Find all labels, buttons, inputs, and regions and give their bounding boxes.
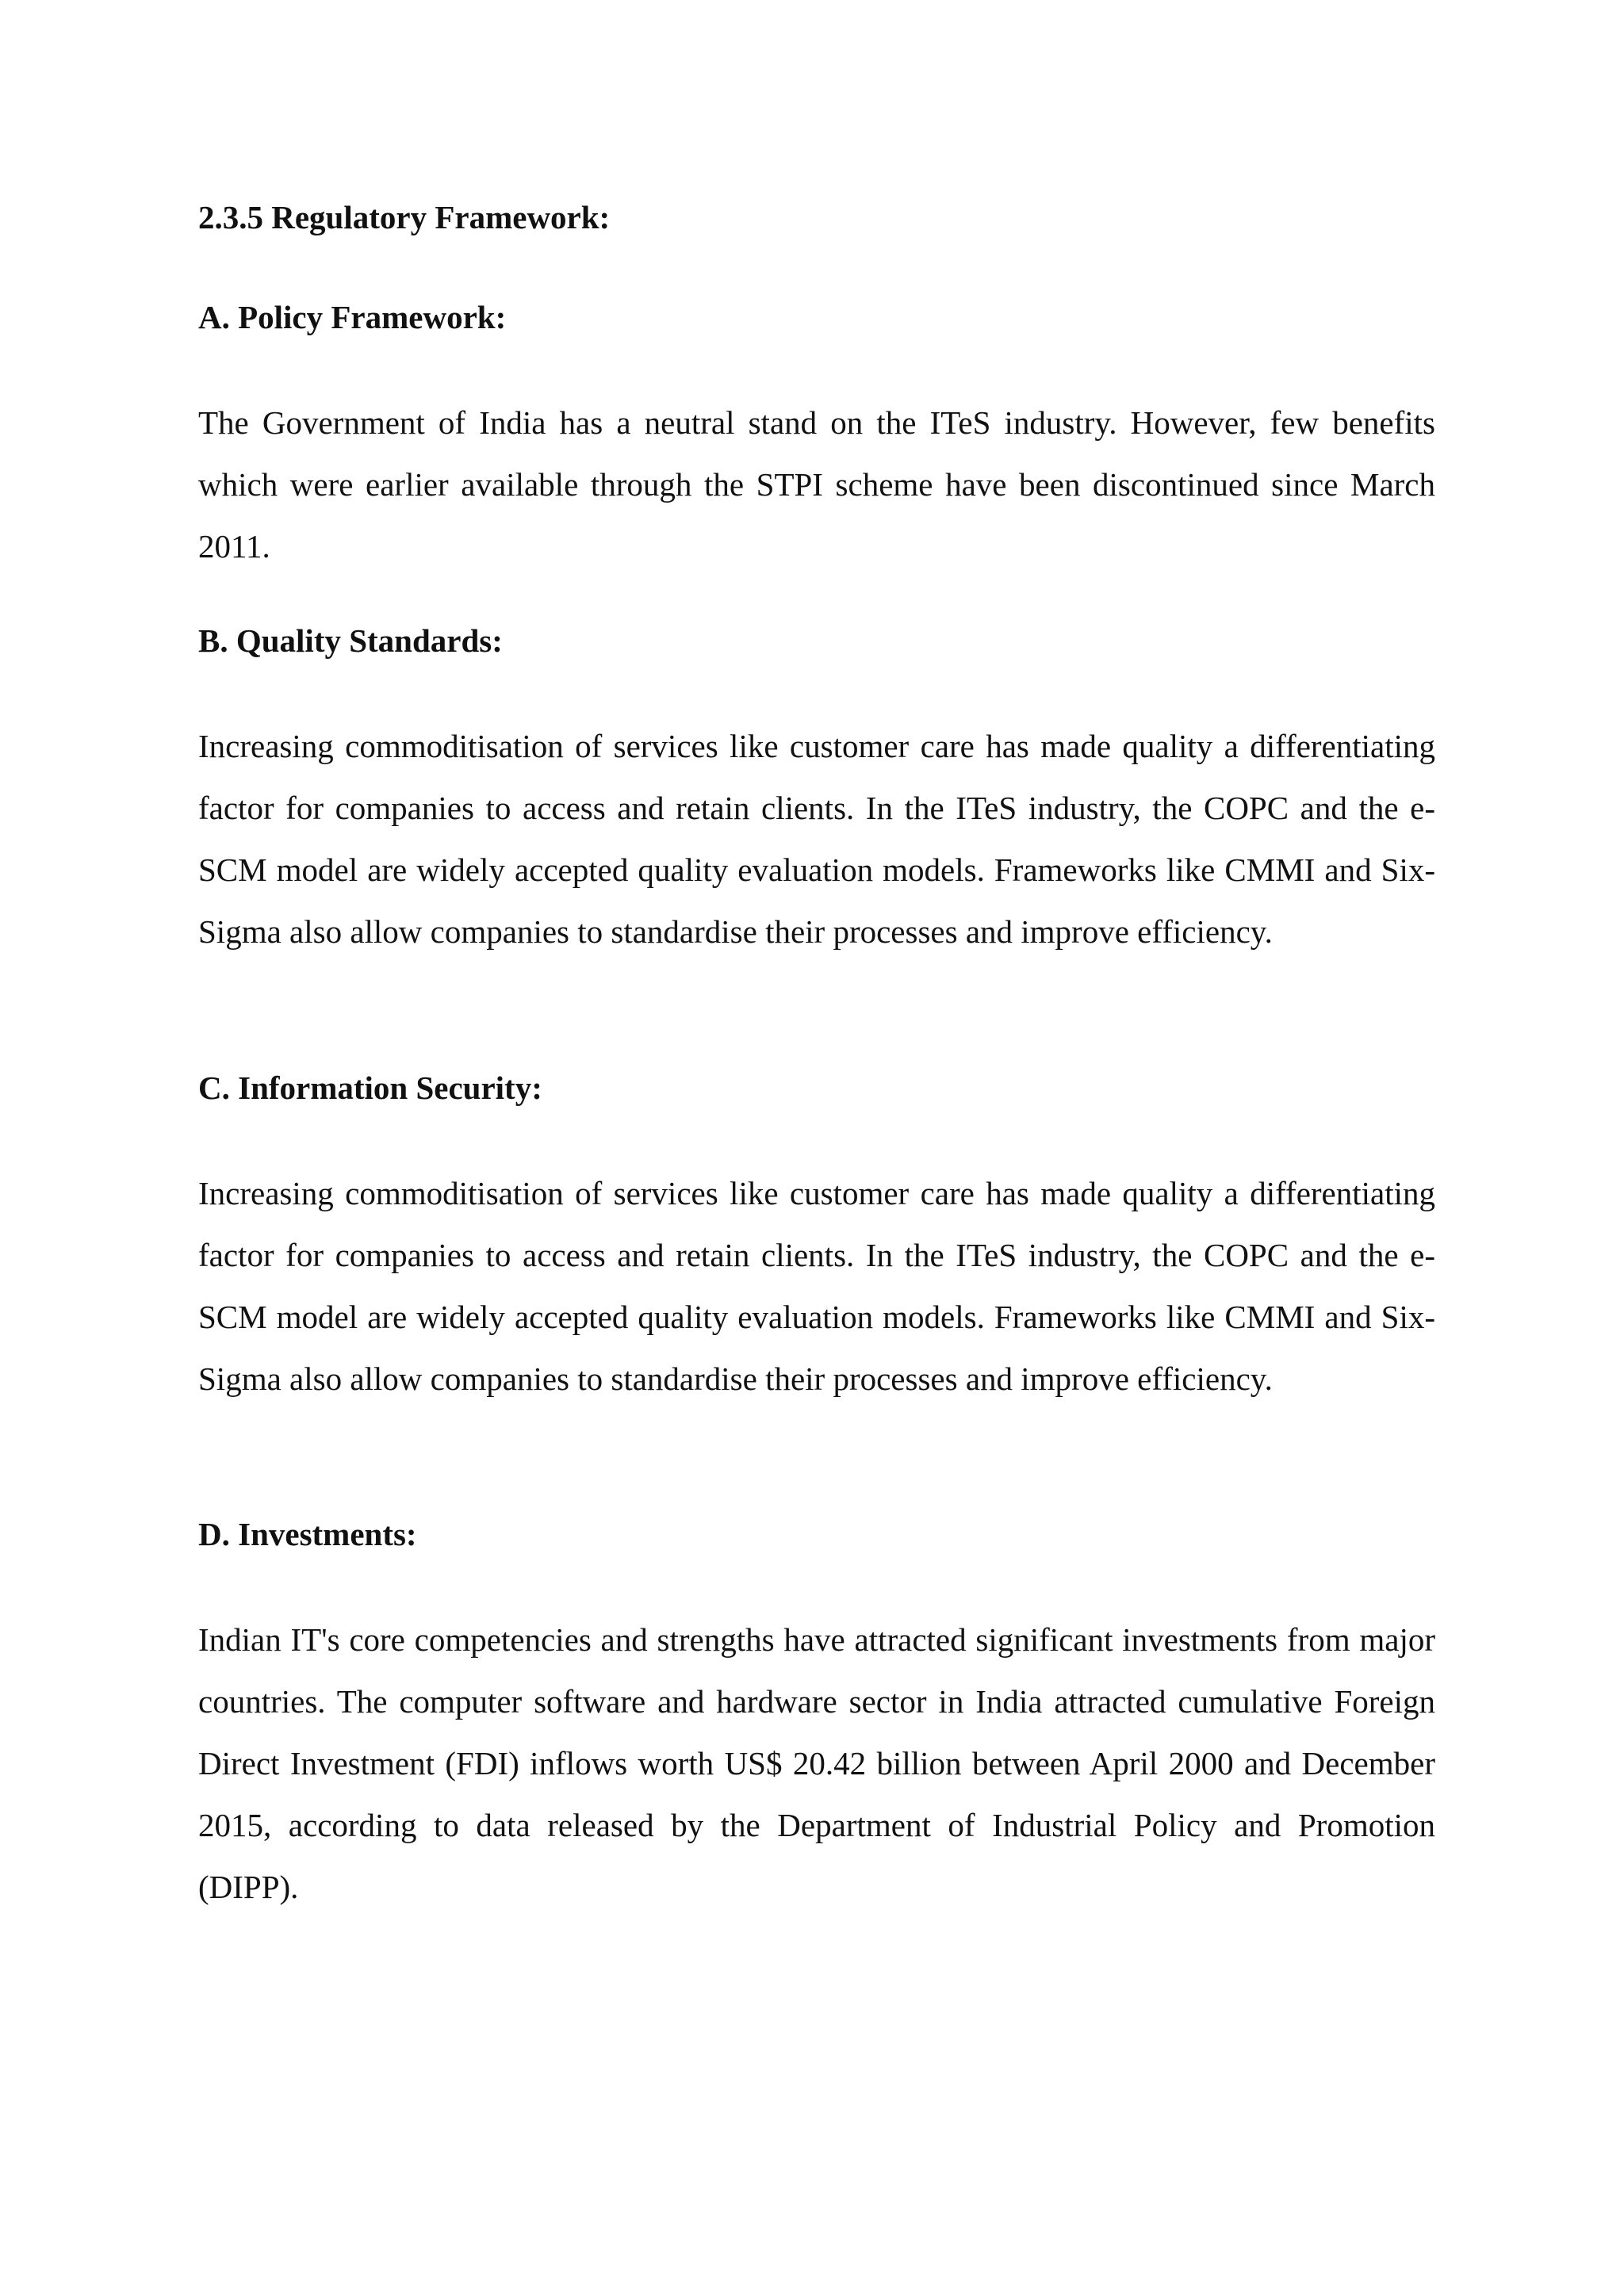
- section-policy-framework: [198, 293, 1435, 577]
- section-heading: D. Investments:: [198, 1516, 417, 1552]
- section-paragraph: Increasing commoditisation of services like customer care has made quality a differentiating factor for companies to access and retain clients. In the ITeS industry, the COPC and the e-SCM model are widely accepted quality evaluation models. Frameworks like CMMI and Six-Sigma also allow companies to standardise their processes and improve efficiency.: [198, 1175, 1435, 1397]
- section-paragraph: Indian IT's core competencies and strengths have attracted significant investments from major countries. The computer software and hardware sector in India attracted cumulative Foreign Direct Investment (FDI) inflows worth US$ 20.42 billion between April 2000 and December 2015, according to data released by the Department of Industrial Policy and Promotion (DIPP).: [198, 1621, 1435, 1905]
- section-paragraph: The Government of India has a neutral stand on the ITeS industry. However, few benefits which were earlier available through the STPI scheme have been discontinued since March 2011.: [198, 404, 1435, 564]
- section-heading: C. Information Security:: [198, 1070, 542, 1106]
- page-title: 2.3.5 Regulatory Framework:: [198, 199, 611, 235]
- section-heading: A. Policy Framework:: [198, 299, 507, 335]
- section-quality-standards: [198, 617, 1435, 962]
- section-paragraph: Increasing commoditisation of services like customer care has made quality a differentiating factor for companies to access and retain clients. In the ITeS industry, the COPC and the e-SCM model are widely accepted quality evaluation models. Frameworks like CMMI and Six-Sigma also allow companies to standardise their processes and improve efficiency.: [198, 728, 1435, 950]
- section-investments: [198, 1510, 1435, 1918]
- section-heading: B. Quality Standards:: [198, 622, 503, 659]
- section-information-security: [198, 1064, 1435, 1410]
